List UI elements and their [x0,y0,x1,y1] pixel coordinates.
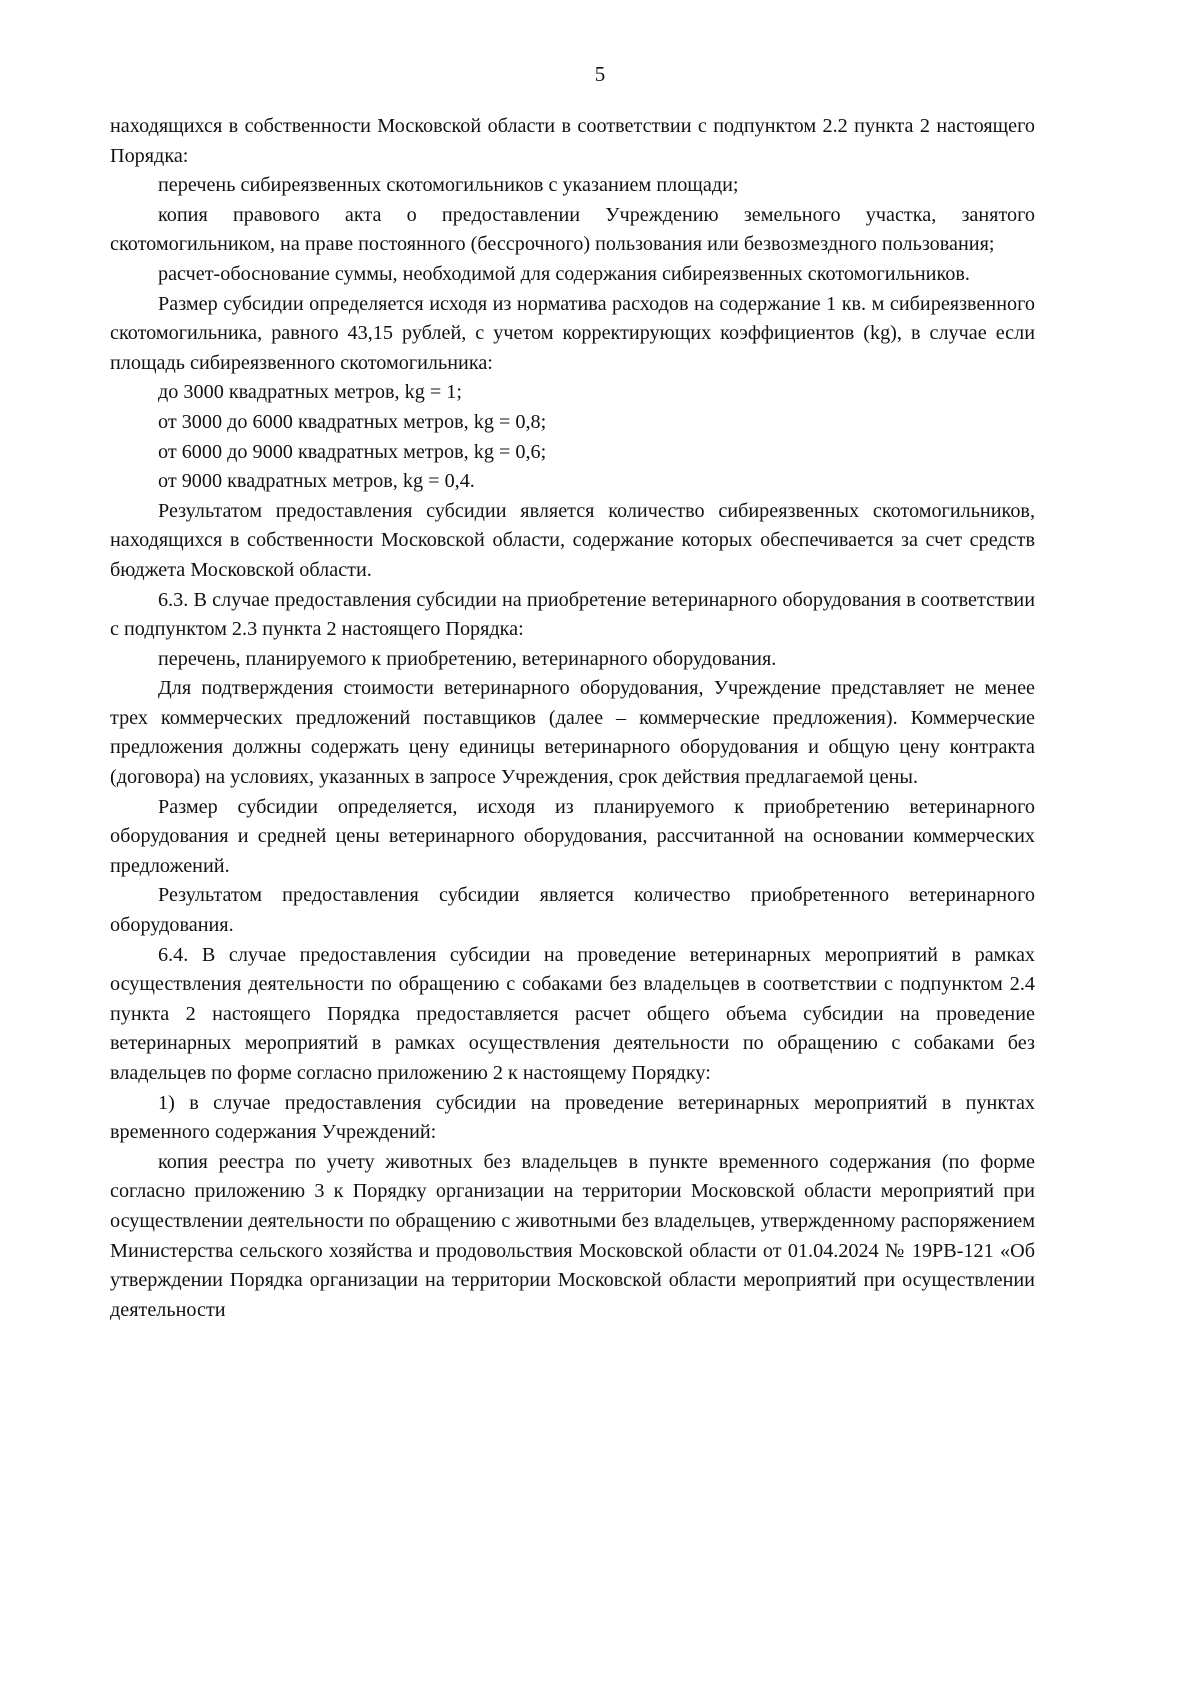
paragraph: от 9000 квадратных метров, kg = 0,4. [158,470,475,493]
paragraph: копия правового акта о предоставлении Учреждению земельного участка, занятого скотомогильником, на праве постоянного (бессрочного) пользования или безвозмездного пользования; [110,203,1035,256]
paragraph: от 3000 до 6000 квадратных метров, kg = 0,8; [158,410,547,433]
paragraph: Размер субсидии определяется исходя из норматива расходов на содержание 1 кв. м сибиреязвенного скотомогильника, равного 43,15 рублей, с учетом корректирующих коэффициентов (kg), в случае если площадь сибиреязвенного скотомогильника: [110,292,1035,374]
paragraph: перечень, планируемого к приобретению, ветеринарного оборудования. [158,647,777,670]
document-body [110,112,1035,1325]
paragraph: перечень сибиреязвенных скотомогильников с указанием площади; [158,174,739,197]
page-number: 5 [594,62,606,86]
paragraph: копия реестра по учету животных без владельцев в пункте временного содержания (по форме согласно приложению 3 к Порядку организации на территории Московской области мероприятий при осуществлении деятельности по обращению с животными без владельцев, утвержденному распоряжением Министерства сельского хозяйства и продовольствия Московской области от 01.04.2024 № 19РВ-121 «Об утверждении Порядка организации на территории Московской области мероприятий при осуществлении деятельности [110,1150,1035,1321]
paragraph: 6.4. В случае предоставления субсидии на проведение ветеринарных мероприятий в рамках осуществления деятельности по обращению с собаками без владельцев в соответствии с подпунктом 2.4 пункта 2 настоящего Порядка предоставляется расчет общего объема субсидии на проведение ветеринарных мероприятий в рамках осуществления деятельности по обращению с собаками без владельцев по форме согласно приложению 2 к настоящему Порядку: [110,943,1035,1084]
paragraph: расчет-обоснование суммы, необходимой для содержания сибиреязвенных скотомогильников. [158,262,970,285]
paragraph: до 3000 квадратных метров, kg = 1; [158,381,462,404]
paragraph: 6.3. В случае предоставления субсидии на приобретение ветеринарного оборудования в соответствии с подпунктом 2.3 пункта 2 настоящего Порядка: [110,588,1035,641]
paragraph: Для подтверждения стоимости ветеринарного оборудования, Учреждение представляет не менее трех коммерческих предложений поставщиков (далее – коммерческие предложения). Коммерческие предложения должны содержать цену единицы ветеринарного оборудования и общую цену контракта (договора) на условиях, указанных в запросе Учреждения, срок действия предлагаемой цены. [110,677,1035,789]
paragraph: Результатом предоставления субсидии является количество приобретенного ветеринарного оборудования. [110,884,1035,937]
paragraph: находящихся в собственности Московской области в соответствии с подпунктом 2.2 пункта 2 настоящего Порядка: [110,115,1035,167]
paragraph: Размер субсидии определяется, исходя из планируемого к приобретению ветеринарного оборудования и средней цены ветеринарного оборудования, рассчитанной на основании коммерческих предложений. [110,795,1035,877]
paragraph: 1) в случае предоставления субсидии на проведение ветеринарных мероприятий в пунктах временного содержания Учреждений: [110,1091,1035,1144]
paragraph: от 6000 до 9000 квадратных метров, kg = 0,6; [158,440,547,463]
paragraph: Результатом предоставления субсидии является количество сибиреязвенных скотомогильников, находящихся в собственности Московской области, содержание которых обеспечивается за счет средств бюджета Московской области. [110,499,1035,581]
